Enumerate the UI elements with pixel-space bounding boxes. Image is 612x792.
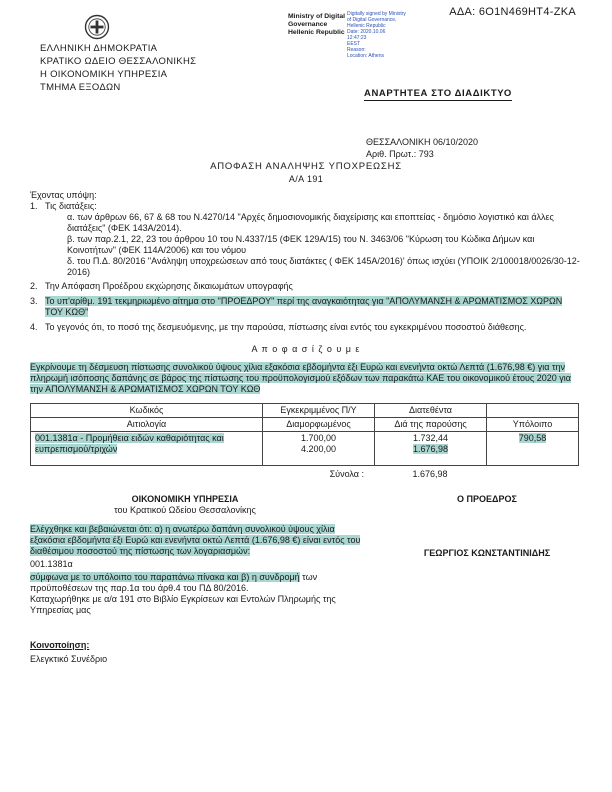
totals-row <box>30 469 578 480</box>
digital-signature-signer <box>288 13 346 37</box>
provision-d: δ. του Π.Δ. 80/2016 "Ανάληψη υποχρεώσεων από τους διατάκτες ( ΦΕΚ 145Α/2016)' όπως ισχύει (ΥΠΟΙΚ 2/100018/0026/30-12-2016) <box>67 256 580 277</box>
header-formed: Διαμορφωμένος <box>263 418 375 432</box>
item-number: 1. <box>30 201 38 211</box>
header-by-present: Διά της παρούσης <box>375 418 487 432</box>
signature-line: Location: Athens <box>347 53 384 59</box>
provision-b: β. των παρ.2.1, 22, 23 του άρθρου 10 του Ν.4337/15 (ΦΕΚ 129Α/15) του Ν. 3463/06 "Κύρωση του Κώδικα Δήμων και Κοινοτήτων" (ΦΕΚ 114Α/2006) και του νόμου <box>67 234 535 255</box>
president-title: Ο ΠΡΟΕΔΡΟΣ <box>457 494 517 504</box>
verification-section <box>30 524 582 616</box>
issuing-authority <box>40 42 196 94</box>
header-allocated: Διατεθέντα <box>375 404 487 418</box>
item-number: 3. <box>30 296 38 306</box>
totals-value: 1.676,98 <box>412 469 448 479</box>
signoff-row <box>30 494 582 516</box>
signature-line: of Digital Governance, <box>347 17 397 23</box>
table-row <box>31 432 579 466</box>
header-balance: Υπόλοιπο <box>487 418 579 432</box>
ministry-line: Ministry of Digital <box>288 13 346 20</box>
present-value: 1.676,98 <box>412 444 449 454</box>
preamble-item-4 <box>30 322 582 333</box>
having-regard-label: Έχοντας υπόψη: <box>30 190 97 200</box>
signature-line: Date: 2020.10.06 <box>347 29 386 35</box>
header-justification: Αιτιολογία <box>31 418 263 432</box>
table-header-row-1 <box>31 404 579 418</box>
totals-label: Σύνολα : <box>329 469 364 479</box>
org-line: ΚΡΑΤΙΚΟ ΩΔΕΙΟ ΘΕΣΣΑΛΟΝΙΚΗΣ <box>40 56 197 67</box>
digital-signature-details <box>347 11 442 59</box>
financial-service-block <box>30 494 340 516</box>
verification-paragraph-2: σύμφωνα με το υπόλοιπο του παραπάνω πίνακα και β) η συνδρομή των προϋποθέσεων της παρ.1α του άρθ.4 του ΠΔ 80/2016. <box>30 572 318 593</box>
code-description-highlighted: 001.1381α - Προμήθεια ειδών καθαριότητας και ευπρεπισμού/τριχών <box>35 433 224 454</box>
notification-recipient: Ελεγκτικό Συνέδριο <box>30 654 108 664</box>
item-number: 2. <box>30 281 38 291</box>
cell-allocated-values <box>375 432 487 466</box>
preamble-item-3 <box>30 296 582 318</box>
verification-text <box>30 524 365 616</box>
preamble-item-1 <box>30 201 582 278</box>
verification-paragraph-3: Καταχωρήθηκε με α/α 191 στο Βιβλίο Εγκρίσεων και Εντολών Πληρωμής της Υπηρεσίας μας <box>30 594 336 615</box>
notification-label: Κοινοποίηση: <box>30 640 90 650</box>
header-empty <box>487 404 579 418</box>
document-body <box>30 190 582 665</box>
org-line: ΤΜΗΜΑ ΕΞΟΔΩΝ <box>40 82 121 93</box>
verification-paragraph-1: Ελέγχθηκε και βεβαιώνεται ότι: α) η ανωτέρω δαπάνη συνολικού ύψους χίλια εξακόσια εβδομήντα έξι Ευρώ και ενενήντα οκτώ Λεπτά (1.676,98 €) είναι εντός του διαθέσιμου ποσοστού της πίστωσης των λογαριασμών: <box>30 524 361 556</box>
formed-value: 4.200,00 <box>300 444 337 454</box>
decision-text-highlighted: Εγκρίνουμε τη δέσμευση πίστωσης συνολικού ύψους χίλια εξακόσια εβδομήντα έξι Ευρώ και ενενήντα οκτώ Λεπτά (1.676,98 €) για την πληρωμή ισόποσης δαπάνης σε βάρος της πίστωσης του προϋπολογισμού εξόδων των παρακάτω ΚΑΕ του οικονομικού έτους 2020 για την ΑΠΟΛΥΜΑΝΣΗ & ΑΡΩΜΑΤΙΣΜΟΣ ΧΩΡΩΝ ΤΟΥ ΚΩΘ <box>30 362 571 394</box>
decision-paragraph <box>30 362 582 395</box>
document-serial: Α/Α 191 <box>288 174 324 184</box>
ministry-line: Governance <box>288 21 328 28</box>
ada-code: ΑΔΑ: 6Ο1Ν469ΗΤ4-ΖΚΑ <box>449 6 576 18</box>
signature-line: Reason: <box>347 47 366 53</box>
financial-service-subtitle: του Κρατικού Ωδείου Θεσσαλονίκης <box>114 505 256 515</box>
cell-balance <box>487 432 579 466</box>
preamble-item-2 <box>30 281 582 292</box>
decision-heading: Α π ο φ α σ ί ζ ο υ μ ε <box>251 344 361 354</box>
credit-table <box>30 403 579 466</box>
approved-value: 1.700,00 <box>300 433 337 443</box>
president-name: ΓΕΩΡΓΙΟΣ ΚΩΝΣΤΑΝΤΙΝΙΔΗΣ <box>423 548 551 558</box>
web-posting-label: ΑΝΑΡΤΗΤΕΑ ΣΤΟ ΔΙΑΔΙΚΤΥΟ <box>364 88 512 99</box>
table-header-row-2 <box>31 418 579 432</box>
item-text: Την Απόφαση Προέδρου εκχώρησης δικαιωμάτων υπογραφής <box>45 281 293 291</box>
protocol-block <box>366 136 478 160</box>
item-text: Τις διατάξεις: <box>45 201 97 211</box>
item-text: Το γεγονός ότι, το ποσό της δεσμευόμενης, με την παρούσα, πίστωσης είναι εντός του εγκεκριμένου ποσοστού διάθεσης. <box>45 322 527 332</box>
account-code: 001.1381α <box>30 559 73 569</box>
org-line: Η ΟΙΚΟΝΟΜΙΚΗ ΥΠΗΡΕΣΙΑ <box>40 69 168 80</box>
signature-line: 12:47:23 <box>347 35 367 41</box>
signature-line: Hellenic Republic <box>347 23 386 29</box>
cell-code-description <box>31 432 263 466</box>
org-line: ΕΛΛΗΝΙΚΗ ΔΗΜΟΚΡΑΤΙΑ <box>40 43 158 54</box>
ministry-line: Hellenic Republic <box>288 29 345 36</box>
signature-line: Digitally signed by Ministry <box>347 11 406 17</box>
signatory-block <box>392 524 582 616</box>
balance-value: 790,58 <box>518 433 547 443</box>
header-code: Κωδικός <box>31 404 263 418</box>
notification-section <box>30 640 582 665</box>
header-approved-budget: Εγκεκριμμένος Π/Υ <box>263 404 375 418</box>
hellenic-republic-emblem-icon <box>84 14 110 40</box>
cell-budget-values <box>263 432 375 466</box>
provision-a: α. των άρθρων 66, 67 & 68 του Ν.4270/14 "Αρχές δημοσιονομικής διαχείρισης και εποπτείας - δημόσιο λογιστικό και άλλες διατάξεις" (ΦΕΚ 143Α/2014). <box>67 212 554 233</box>
item-number: 4. <box>30 322 38 332</box>
allocated-value: 1.732,44 <box>412 433 449 443</box>
protocol-number: Αριθ. Πρωτ.: 793 <box>366 149 434 159</box>
item-text-highlighted: Το υπ'αρίθμ. 191 τεκμηριωμένο αίτημα στο "ΠΡΟΕΔΡΟΥ" περί της αναγκαιότητας για "ΑΠΟΛΥΜΑΝΣΗ & ΑΡΩΜΑΤΙΣΜΟΣ ΧΩΡΩΝ ΤΟΥ ΚΩΘ" <box>45 296 563 317</box>
president-block <box>392 494 582 516</box>
city-date: ΘΕΣΣΑΛΟΝΙΚΗ 06/10/2020 <box>366 137 479 147</box>
document-title: ΑΠΟΦΑΣΗ ΑΝΑΛΗΨΗΣ ΥΠΟΧΡΕΩΣΗΣ <box>210 161 402 172</box>
signature-line: EEST <box>347 41 361 47</box>
financial-service-title: ΟΙΚΟΝΟΜΙΚΗ ΥΠΗΡΕΣΙΑ <box>131 494 239 504</box>
